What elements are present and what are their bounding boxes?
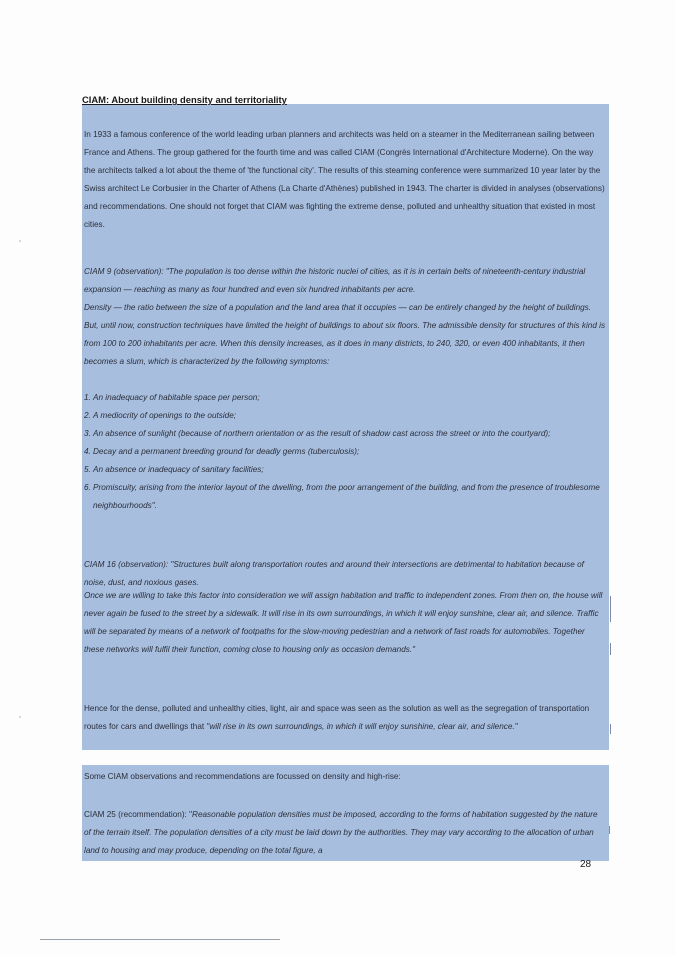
scan-edge-mark bbox=[610, 724, 611, 734]
ciam16-quote-start: CIAM 16 (observation): "Structures built along transportation routes and around their intersections are detrimental to habitation because of noise, dust, and noxious gases. bbox=[84, 560, 584, 587]
section-heading: CIAM: About building density and territoriality bbox=[82, 94, 287, 105]
scan-bottom-rule bbox=[40, 939, 280, 940]
intro-paragraph: In 1933 a famous conference of the world leading urban planners and architects was held on a steamer in the Mediterranean sailing between France and Athens. The group gathered for the fourth time and was called CIAM (Congrès International d'Architecture Moderne). On the way the architects talked a lot about the theme of 'the functional city'. The results of this steaming conference were summarized 10 year later by the Swiss architect Le Corbusier in the Charter of Athens (La Charte d'Athènes) published in 1943. The charter is divided in analyses (observations) and recommendations. One should not forget that CIAM was fighting the extreme dense, polluted and unhealthy situation that existed in most cities. bbox=[84, 130, 605, 229]
page-number: 28 bbox=[580, 859, 592, 870]
list-item: 4. Decay and a permanent breeding ground for deadly germs (tuberculosis); bbox=[84, 447, 360, 456]
symptom-list bbox=[84, 389, 606, 515]
ciam9-quote-start: CIAM 9 (observation): "The population is too dense within the historic nuclei of cities, as it is in certain belts of nineteenth-century industrial expansion — reaching as many as four hundred and even six hundred inhabitants per acre. bbox=[84, 267, 586, 294]
list-item: 1. An inadequacy of habitable space per person; bbox=[84, 393, 260, 402]
list-item: 5. An absence or inadequacy of sanitary facilities; bbox=[84, 465, 264, 474]
scan-dot bbox=[19, 716, 21, 718]
list-item: 2. A mediocrity of openings to the outside; bbox=[84, 411, 237, 420]
high-rise-intro: Some CIAM observations and recommendations are focussed on density and high-rise: bbox=[84, 772, 401, 781]
scan-edge-mark bbox=[610, 643, 611, 655]
scan-dot bbox=[19, 240, 21, 242]
ciam9-density-paragraph: Density — the ratio between the size of a population and the land area that it occupies — can be entirely changed by the height of buildings. But, until now, construction techniques have limited the height of buildings to about six floors. The admissible density for structures of this kind is from 100 to 200 inhabitants per acre. When this density increases, as it does in many districts, to 240, 320, or even 400 inhabitants, it then becomes a slum, which is characterized by the following symptoms: bbox=[84, 303, 606, 366]
summary-paragraph: Hence for the dense, polluted and unhealthy cities, light, air and space was seen as the solution as well as the segregation of transportation routes for cars and dwellings that "will rise in its own surroundings, in which it will enjoy sunshine, clear air, and silence." bbox=[84, 704, 590, 731]
ciam16-zones-paragraph: Once we are willing to take this factor into consideration we will assign habitation and traffic to independent zones. From then on, the house will never again be fused to the street by a sidewalk. It will rise in its own surroundings, in which it will enjoy sunshine, clear air, and silence. Traffic will be separated by means of a network of footpaths for the slow-moving pedestrian and a network of fast roads for automobiles. Together these networks will fulfil their function, coming close to housing only as occasion demands." bbox=[84, 591, 603, 654]
list-item: 3. An absence of sunlight (because of northern orientation or as the result of shadow cast across the street or into the courtyard); bbox=[84, 429, 551, 438]
scan-edge-mark bbox=[609, 826, 610, 834]
scan-edge-mark bbox=[610, 596, 611, 622]
list-item: 6. Promiscuity, arising from the interior layout of the dwelling, from the poor arrangement of the building, and from the presence of troublesome neighbourhoods". bbox=[84, 483, 600, 510]
ciam25-paragraph: CIAM 25 (recommendation): "Reasonable population densities must be imposed, according to the forms of habitation suggested by the nature of the terrain itself. The population densities of a city must be laid down by the authorities. They may vary according to the allocation of urban land to housing and may produce, depending on the total figure, a bbox=[84, 810, 598, 855]
